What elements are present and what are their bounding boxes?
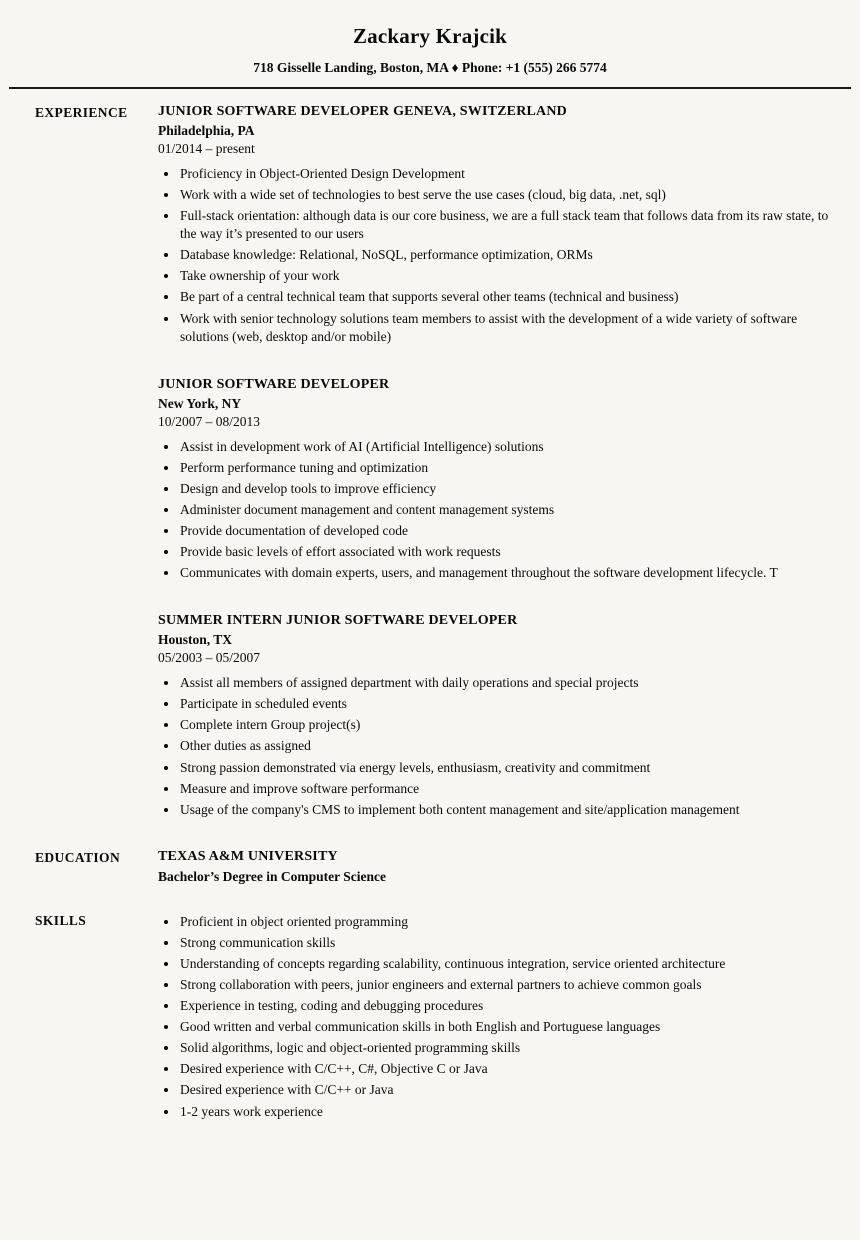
bullet-item: • Work with a wide set of technologies to best serve the use cases (cloud, big data, .net, sql)	[179, 186, 832, 204]
job-location: Philadelphia, PA	[158, 123, 255, 138]
skill-item: • Good written and verbal communication skills in both English and Portuguese languages	[179, 1018, 832, 1036]
skill-item: • Solid algorithms, logic and object-oriented programming skills	[179, 1039, 832, 1057]
experience-content	[158, 104, 832, 822]
job-bullet-list	[158, 438, 832, 583]
skill-item: • Experience in testing, coding and debugging procedures	[179, 997, 832, 1015]
bullet-item: • Work with senior technology solutions team members to assist with the development of a wide variety of software solutions (web, desktop and/or mobile)	[179, 310, 832, 346]
job-title: SUMMER INTERN JUNIOR SOFTWARE DEVELOPER	[158, 613, 518, 629]
bullet-item: • Proficiency in Object-Oriented Design Development	[179, 165, 832, 183]
school-name: TEXAS A&M UNIVERSITY	[158, 848, 338, 864]
section-skills	[35, 912, 832, 1124]
experience-label: EXPERIENCE	[35, 105, 128, 120]
bullet-item: • Complete intern Group project(s)	[179, 716, 832, 734]
skill-item: • Strong communication skills	[179, 934, 832, 952]
resume-header	[0, 0, 860, 89]
bullet-item: • Assist all members of assigned department with daily operations and special projects	[179, 674, 832, 692]
skill-item: • 1-2 years work experience	[179, 1103, 832, 1121]
education-content	[158, 849, 832, 885]
skill-item: • Understanding of concepts regarding scalability, continuous integration, service oriented architecture	[179, 955, 832, 973]
person-name: Zackary Krajcik	[352, 24, 508, 48]
bullet-item: • Administer document management and content management systems	[179, 501, 832, 519]
skill-item: • Strong collaboration with peers, junior engineers and external partners to achieve common goals	[179, 976, 832, 994]
bullet-item: • Measure and improve software performance	[179, 780, 832, 798]
section-experience	[35, 104, 832, 822]
job-entry-2	[158, 377, 832, 583]
job-location: Houston, TX	[158, 632, 233, 648]
job-dates: 10/2007 – 08/2013	[158, 413, 261, 429]
bullet-item: • Other duties as assigned	[179, 737, 832, 755]
skills-bullet-list	[158, 913, 832, 1121]
job-dates: 05/2003 – 05/2007	[158, 650, 261, 666]
skill-item: • Desired experience with C/C++ or Java	[179, 1081, 832, 1099]
section-education	[35, 849, 832, 885]
bullet-item: • Provide documentation of developed code	[179, 522, 832, 540]
bullet-item: • Design and develop tools to improve efficiency	[179, 480, 832, 498]
bullet-item: • Provide basic levels of effort associated with work requests	[179, 543, 832, 561]
skill-item: • Proficient in object oriented programming	[179, 913, 832, 931]
education-label: EDUCATION	[35, 849, 121, 865]
job-entry-1	[158, 104, 832, 346]
job-bullet-list	[158, 165, 832, 346]
job-entry-3	[158, 613, 832, 819]
skills-content	[158, 912, 832, 1124]
job-dates: 01/2014 – present	[158, 141, 255, 156]
bullet-item: • Full-stack orientation: although data is our core business, we are a full stack team that follows data from its raw state, to the way it’s presented to our users	[179, 207, 832, 243]
job-title: JUNIOR SOFTWARE DEVELOPER GENEVA, SWITZERLAND	[158, 104, 567, 119]
job-bullet-list	[158, 674, 832, 819]
job-title: JUNIOR SOFTWARE DEVELOPER	[158, 376, 390, 392]
bullet-item: • Participate in scheduled events	[179, 695, 832, 713]
bullet-item: • Database knowledge: Relational, NoSQL, performance optimization, ORMs	[179, 246, 832, 264]
bullet-item: • Assist in development work of AI (Artificial Intelligence) solutions	[179, 438, 832, 456]
degree-name: Bachelor’s Degree in Computer Science	[158, 868, 386, 884]
resume-body	[0, 89, 860, 1191]
skill-item: • Desired experience with C/C++, C#, Objective C or Java	[179, 1060, 832, 1078]
bullet-item: • Usage of the company's CMS to implement both content management and site/application management	[179, 801, 832, 819]
bullet-item: • Be part of a central technical team that supports several other teams (technical and business)	[179, 288, 832, 306]
bullet-item: • Communicates with domain experts, users, and management throughout the software development lifecycle. T	[179, 564, 832, 582]
contact-line: 718 Gisselle Landing, Boston, MA ♦ Phone: +1 (555) 266 5774	[253, 60, 607, 75]
skills-label: SKILLS	[35, 912, 87, 928]
bullet-item: • Perform performance tuning and optimization	[179, 459, 832, 477]
bullet-item: • Take ownership of your work	[179, 267, 832, 285]
bullet-item: • Strong passion demonstrated via energy levels, enthusiasm, creativity and commitment	[179, 759, 832, 777]
job-location: New York, NY	[158, 395, 242, 411]
